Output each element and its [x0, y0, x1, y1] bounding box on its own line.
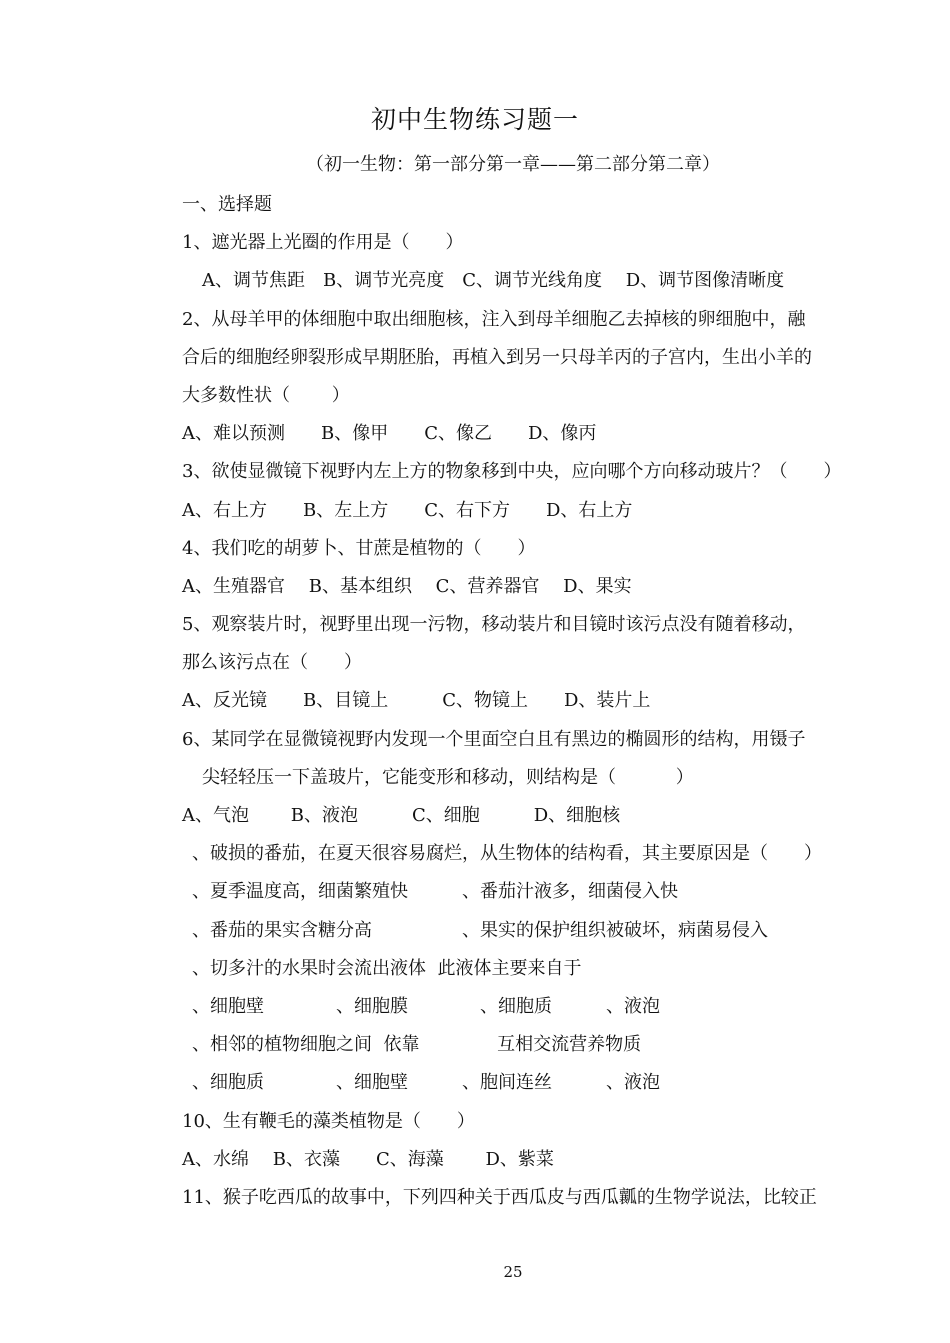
question-11-line-1: 11、猴子吃西瓜的故事中，下列四种关于西瓜皮与西瓜瓤的生物学说法，比较正: [182, 1186, 817, 1208]
question-4-options: A、生殖器官 B、基本组织 C、营养器官 D、果实: [182, 575, 632, 597]
question-7: 、破损的番茄，在夏天很容易腐烂，从生物体的结构看，其主要原因是（ ）: [192, 843, 822, 865]
question-5-options: A、反光镜 B、目镜上 C、物镜上 D、装片上: [182, 690, 651, 712]
question-1: 1、遮光器上光圈的作用是（ ）: [182, 232, 464, 254]
question-10: 10、生有鞭毛的藻类植物是（ ）: [182, 1110, 475, 1132]
page-subtitle: （初一生物：第一部分第一章——第二部分第二章）: [306, 154, 720, 175]
question-10-options: A、水绵 B、衣藻 C、海藻 D、紫菜: [182, 1148, 554, 1170]
question-4: 4、我们吃的胡萝卜、甘蔗是植物的（ ）: [182, 537, 536, 559]
question-1-options: A、调节焦距 B、调节光亮度 C、调节光线角度 D、调节图像清晰度: [202, 270, 785, 292]
question-5-line-1: 5、观察装片时，视野里出现一污物，移动装片和目镜时该污点没有随着移动，: [182, 614, 806, 636]
question-2-line-2: 合后的细胞经卵裂形成早期胚胎，再植入到另一只母羊丙的子宫内，生出小羊的: [182, 346, 812, 368]
question-lines: [182, 186, 882, 1217]
question-3-options: A、右上方 B、左上方 C、右下方 D、右上方: [182, 499, 633, 521]
question-2-line-3: 大多数性状（ ）: [182, 384, 350, 406]
question-8: 、切多汁的水果时会流出液体 此液体主要来自于: [192, 957, 582, 979]
page-title: 初中生物练习题一: [370, 105, 579, 134]
question-3: 3、欲使显微镜下视野内左上方的物象移到中央，应向哪个方向移动玻片？（ ）: [182, 461, 842, 483]
question-6-line-1: 6、某同学在显微镜视野内发现一个里面空白且有黑边的椭圆形的结构，用镊子: [182, 728, 806, 750]
question-2-line-1: 2、从母羊甲的体细胞中取出细胞核，注入到母羊细胞乙去掉核的卵细胞中，融: [182, 308, 806, 330]
question-8-options: 、细胞壁 、细胞膜 、细胞质 、液泡: [192, 995, 660, 1017]
question-6-line-2: 尖轻轻压一下盖玻片，它能变形和移动，则结构是（ ）: [202, 766, 694, 788]
question-5-line-2: 那么该污点在（ ）: [182, 652, 362, 674]
question-9-options: 、细胞质 、细胞壁 、胞间连丝 、液泡: [192, 1072, 660, 1094]
section-heading: 一、选择题: [182, 194, 272, 215]
page-number: 25: [503, 1263, 523, 1281]
question-7-options-2: 、番茄的果实含糖分高 、果实的保护组织被破坏，病菌易侵入: [192, 919, 768, 941]
question-6-options: A、气泡 B、液泡 C、细胞 D、细胞核: [182, 805, 621, 826]
question-2-options: A、难以预测 B、像甲 C、像乙 D、像丙: [182, 423, 597, 445]
question-9: 、相邻的植物细胞之间 依靠 互相交流营养物质: [192, 1034, 642, 1056]
question-7-options-1: 、夏季温度高，细菌繁殖快 、番茄汁液多，细菌侵入快: [192, 881, 678, 903]
